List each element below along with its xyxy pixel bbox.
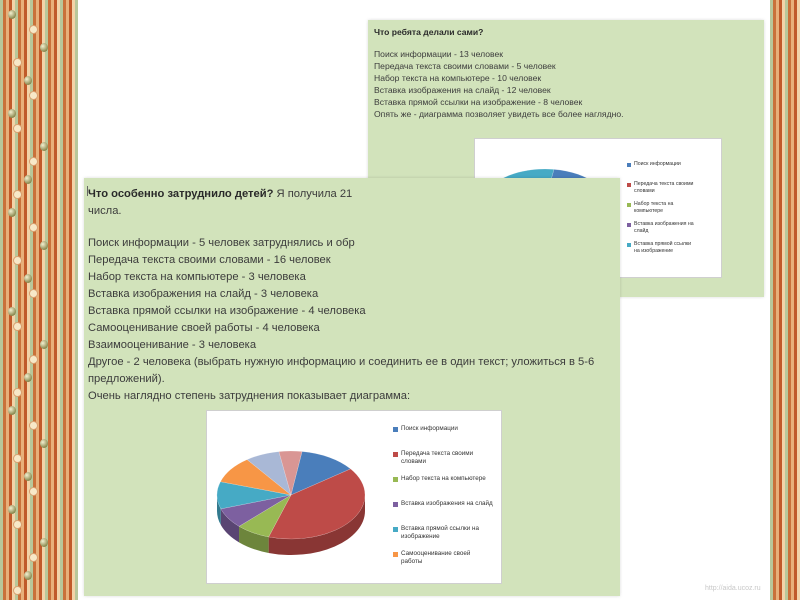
legend-entry bbox=[393, 425, 493, 433]
bead-decoration bbox=[8, 307, 16, 316]
bead-decoration bbox=[40, 340, 48, 349]
legend-label: Набор текста на компьютере bbox=[634, 201, 674, 214]
slide-front-line: Взаимооценивание - 3 человека bbox=[88, 339, 257, 351]
flower-decoration bbox=[30, 26, 37, 33]
slide-back-line: Вставка изображения на слайд - 12 человек bbox=[374, 85, 551, 95]
legend-entry bbox=[393, 525, 493, 541]
bead-decoration bbox=[8, 109, 16, 118]
bead-decoration bbox=[24, 571, 32, 580]
slide-back-line: Вставка прямой ссылки на изображение - 8 человек bbox=[374, 97, 583, 107]
legend-swatch bbox=[627, 223, 631, 227]
flower-decoration bbox=[14, 191, 21, 198]
legend-swatch bbox=[627, 183, 631, 187]
legend-label: Вставка прямой ссылки на изображение bbox=[634, 241, 692, 254]
slide-back-line: Набор текста на компьютере - 10 человек bbox=[374, 73, 542, 83]
decorative-border-right bbox=[770, 0, 800, 600]
legend-swatch bbox=[393, 452, 398, 457]
flower-decoration bbox=[30, 158, 37, 165]
legend-label: Передача текста своими словами bbox=[401, 450, 474, 465]
bead-decoration bbox=[40, 142, 48, 151]
legend-entry bbox=[627, 181, 698, 194]
bead-decoration bbox=[8, 10, 16, 19]
legend-entry bbox=[627, 221, 698, 234]
legend-label: Самооценивание своей работы bbox=[401, 550, 471, 565]
bead-decoration bbox=[40, 241, 48, 250]
flower-decoration bbox=[14, 389, 21, 396]
legend-label: Передача текста своими словами bbox=[634, 181, 694, 194]
flower-decoration bbox=[30, 92, 37, 99]
flower-decoration bbox=[14, 455, 21, 462]
slide-difficulties bbox=[84, 178, 620, 596]
flower-decoration bbox=[14, 125, 21, 132]
decorative-border-left bbox=[0, 0, 78, 600]
bead-decoration bbox=[40, 43, 48, 52]
flower-decoration bbox=[30, 290, 37, 297]
bead-decoration bbox=[8, 208, 16, 217]
flower-decoration bbox=[14, 323, 21, 330]
slide-back-line: Поиск информации - 13 человек bbox=[374, 49, 504, 59]
bead-decoration bbox=[8, 406, 16, 415]
slide-back-text bbox=[374, 26, 754, 120]
legend-entry bbox=[393, 500, 493, 508]
legend-label: Вставка прямой ссылки на изображение bbox=[401, 525, 480, 540]
legend-entry bbox=[393, 475, 493, 483]
bead-decoration bbox=[24, 274, 32, 283]
legend-entry bbox=[627, 241, 698, 254]
legend-label: Поиск информации bbox=[634, 161, 681, 167]
legend-label: Набор текста на компьютере bbox=[401, 475, 486, 482]
legend-swatch bbox=[393, 527, 398, 532]
legend-label: Вставка изображения на слайд bbox=[401, 500, 493, 507]
bead-decoration bbox=[40, 439, 48, 448]
flower-decoration bbox=[14, 587, 21, 594]
slide-front-title-rest: Я получила 21 bbox=[273, 188, 353, 200]
slide-back-title: Что ребята делали сами? bbox=[374, 27, 484, 37]
legend-swatch bbox=[393, 502, 398, 507]
bead-decoration bbox=[8, 505, 16, 514]
slide-front-line: Передача текста своими словами - 16 человек bbox=[88, 254, 331, 266]
bead-decoration bbox=[24, 373, 32, 382]
legend-entry bbox=[627, 201, 698, 214]
legend-swatch bbox=[627, 203, 631, 207]
flower-decoration bbox=[30, 422, 37, 429]
bead-decoration bbox=[24, 472, 32, 481]
flower-decoration bbox=[14, 521, 21, 528]
slide-back-line: Передача текста своими словами - 5 человек bbox=[374, 61, 556, 71]
flower-decoration bbox=[30, 554, 37, 561]
flower-decoration bbox=[30, 356, 37, 363]
legend-swatch bbox=[393, 477, 398, 482]
slide-front-line: Самооценивание своей работы - 4 человека bbox=[88, 322, 320, 334]
legend-entry bbox=[627, 161, 698, 168]
flower-decoration bbox=[30, 488, 37, 495]
legend-entry bbox=[393, 550, 493, 566]
slide-front-title: Что особенно затруднило детей? bbox=[88, 188, 274, 200]
slide-front-line: Вставка изображения на слайд - 3 человека bbox=[88, 288, 319, 300]
legend-label: Поиск информации bbox=[401, 425, 458, 432]
slide-front-line: Другое - 2 человека (выбрать нужную информацию и соединить ее в один текст; уложиться в 5-6 bbox=[88, 356, 595, 368]
bead-decoration bbox=[24, 175, 32, 184]
legend-swatch bbox=[627, 163, 631, 167]
slide-front-title-line2: числа. bbox=[88, 205, 122, 217]
slide-front-line: Вставка прямой ссылки на изображение - 4 человека bbox=[88, 305, 366, 317]
flower-decoration bbox=[30, 224, 37, 231]
bead-decoration bbox=[24, 76, 32, 85]
legend-swatch bbox=[393, 552, 398, 557]
slide-front-line: предложений). bbox=[88, 373, 165, 385]
pie-chart-big bbox=[206, 410, 502, 584]
legend-label: Вставка изображения на слайд bbox=[634, 221, 694, 234]
slide-back-line: Опять же - диаграмма позволяет увидеть все более наглядно. bbox=[374, 109, 624, 119]
watermark: http://aida.ucoz.ru bbox=[705, 585, 761, 592]
flower-decoration bbox=[14, 59, 21, 66]
slide-front-line: Очень наглядно степень затруднения показывает диаграмма: bbox=[88, 390, 411, 402]
text-cursor bbox=[87, 186, 88, 196]
legend-swatch bbox=[393, 427, 398, 432]
bead-decoration bbox=[40, 538, 48, 547]
flower-decoration bbox=[14, 257, 21, 264]
legend-swatch bbox=[627, 243, 631, 247]
slide-front-text bbox=[88, 186, 618, 405]
slide-front-line: Набор текста на компьютере - 3 человека bbox=[88, 271, 306, 283]
slide-front-line: Поиск информации - 5 человек затруднялись и обр bbox=[88, 237, 355, 249]
legend-entry bbox=[393, 450, 493, 466]
